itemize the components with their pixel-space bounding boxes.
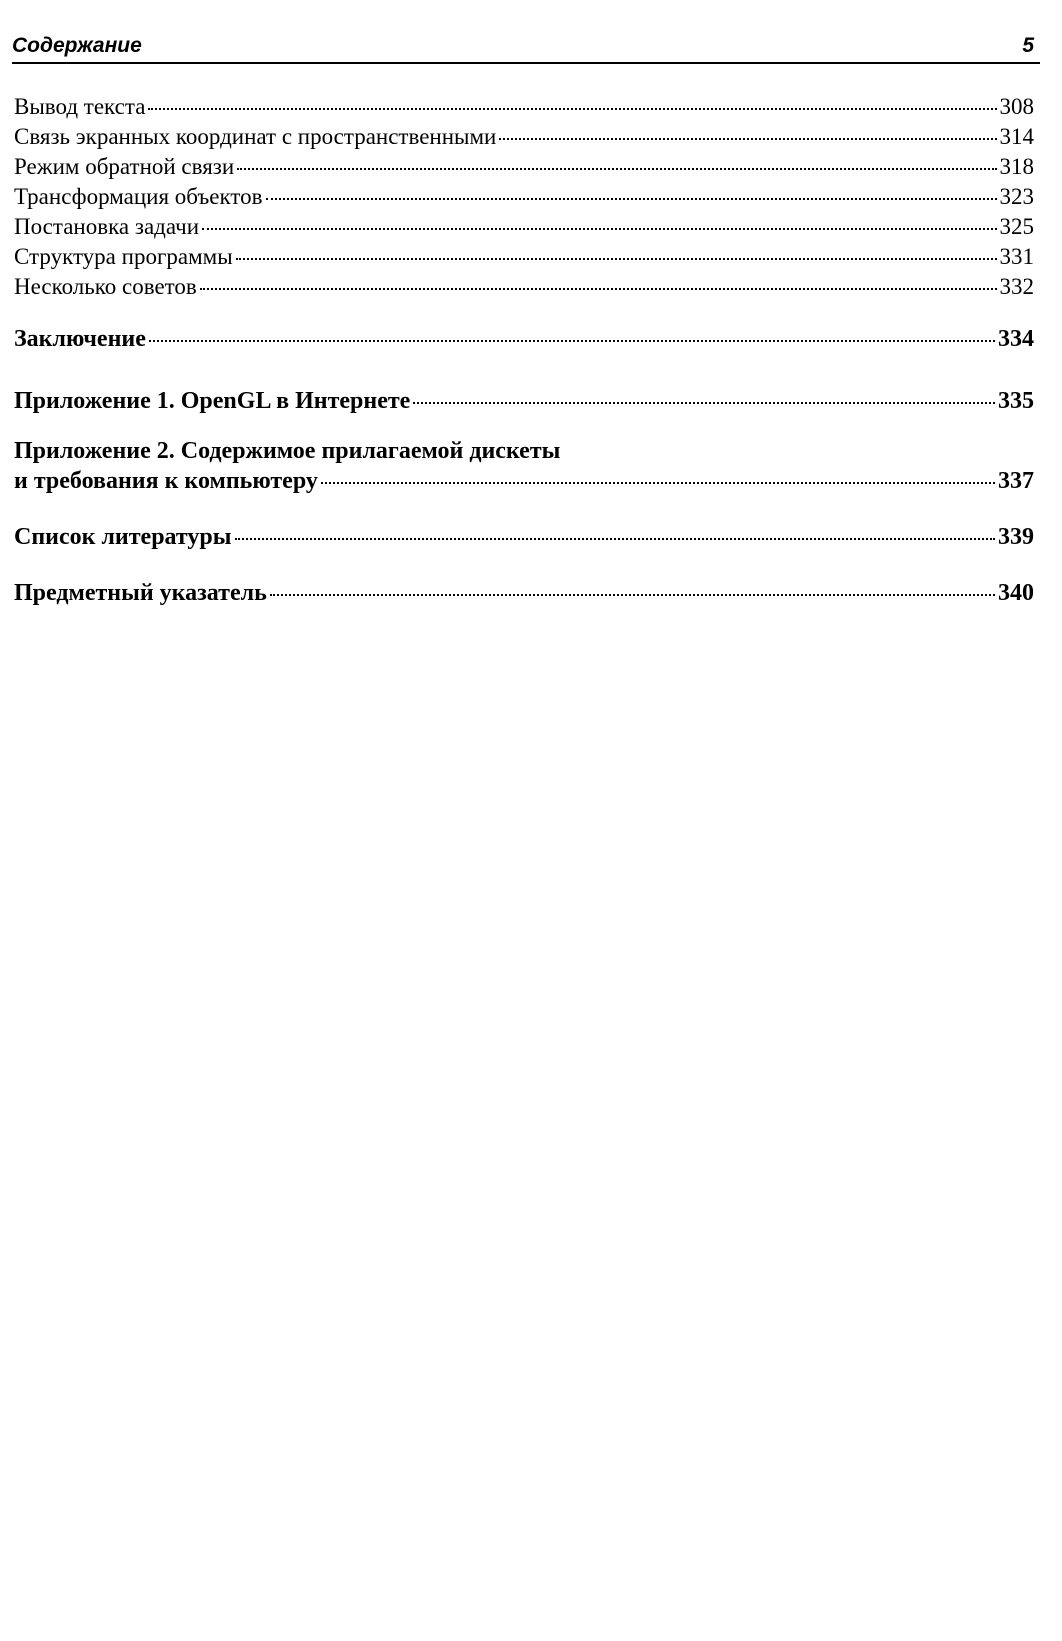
toc-entry-page: 334 [998,326,1034,352]
toc-entry-title-line1: Приложение 2. Содержимое прилагаемой дискеты [14,438,561,464]
toc-entry-title: Трансформация объектов [14,184,263,209]
dot-leader [413,402,995,404]
toc-entry-title: Структура программы [14,244,233,269]
toc-entry-page: 331 [999,244,1034,269]
dot-leader [200,288,997,290]
dot-leader [236,258,997,260]
toc-entry-appendix-1[interactable] [14,386,1034,416]
dot-leader [270,594,995,596]
dot-leader [499,138,996,140]
toc-entry[interactable] [14,92,1034,122]
toc-entry[interactable] [14,212,1034,242]
toc-entry-page: 335 [998,388,1034,414]
toc-entry-title: Приложение 1. OpenGL в Интернете [14,388,411,414]
toc-entry-page: 308 [999,94,1034,119]
toc-entry-appendix-2[interactable] [14,436,1034,496]
toc-entry-page: 340 [998,580,1034,606]
toc-entry[interactable] [14,242,1034,272]
toc-entry-title: Предметный указатель [14,580,267,606]
dot-leader [149,340,995,342]
toc-entry-title: Постановка задачи [14,214,200,239]
toc-entry-index[interactable] [14,578,1034,608]
dot-leader [202,228,996,230]
toc-entry-title: Список литературы [14,524,232,550]
toc-entry-page: 337 [998,468,1034,494]
running-head: Содержание [12,34,142,57]
toc-entry-page: 314 [999,124,1034,149]
dot-leader [235,538,996,540]
toc-entry-title: Несколько советов [14,274,197,299]
header-divider [12,62,1040,64]
toc-entry[interactable] [14,182,1034,212]
page-header [12,34,1040,64]
toc-entry-page: 332 [999,274,1034,299]
toc-entry-page: 325 [999,214,1034,239]
toc-entry-page: 318 [999,154,1034,179]
toc-entry-page: 339 [998,524,1034,550]
dot-leader [321,482,995,484]
toc-entry-title-line2: и требования к компьютеру [14,468,318,494]
dot-leader [266,198,997,200]
dot-leader [237,168,996,170]
toc-entry-title: Вывод текста [14,94,146,119]
toc-entry-title: Заключение [14,326,146,352]
toc-entry-title: Связь экранных координат с пространственными [14,124,497,149]
toc-entry-title: Режим обратной связи [14,154,235,179]
table-of-contents [14,92,1034,608]
page-number: 5 [1022,34,1034,57]
dot-leader [148,108,996,110]
toc-entry-page: 323 [999,184,1034,209]
toc-entry[interactable] [14,152,1034,182]
toc-entry-line2 [14,466,1034,496]
toc-entry[interactable] [14,122,1034,152]
toc-entry-conclusion[interactable] [14,324,1034,354]
toc-entry[interactable] [14,272,1034,302]
toc-entry-bibliography[interactable] [14,522,1034,552]
